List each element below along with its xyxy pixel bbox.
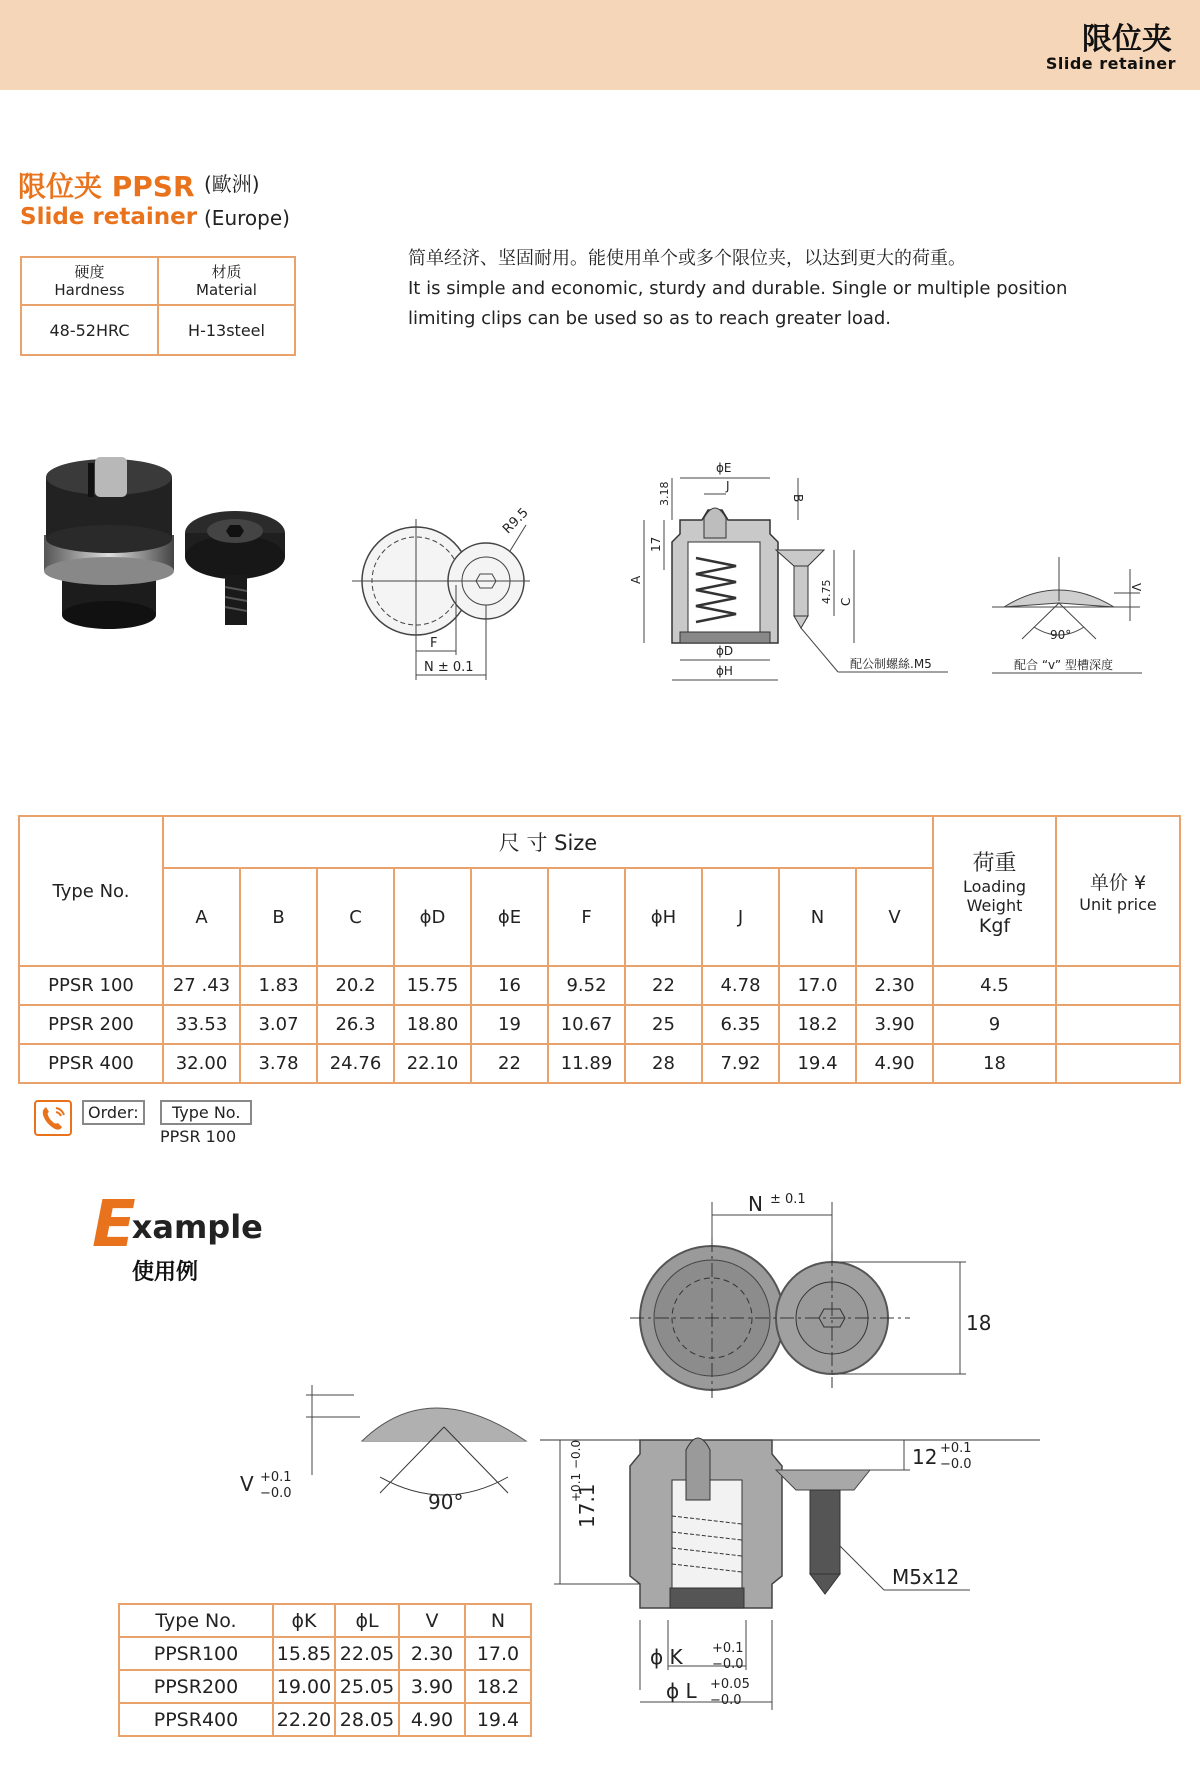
example-n-tol: ± 0.1 [770, 1192, 806, 1207]
example-h12-label: 12 [912, 1445, 938, 1469]
order-label: Order: [82, 1100, 145, 1125]
hardness-header-cn: 硬度 [74, 263, 105, 281]
cell-b: 1.83 [240, 966, 317, 1005]
product-title-cn: 限位夹 PPSR [18, 170, 195, 203]
cell-j: 4.78 [702, 966, 779, 1005]
col-header-h: ϕH [625, 868, 702, 966]
loading-weight-en1: Loading [962, 876, 1027, 896]
ex-cell-type: PPSR200 [119, 1670, 273, 1703]
cell-b: 3.78 [240, 1044, 317, 1083]
product-region-cn: (歐洲) [204, 172, 260, 196]
unit-price-cn: 单价 ¥ [1089, 872, 1147, 894]
cell-e: 19 [471, 1005, 548, 1044]
ex-header-n: N [465, 1604, 531, 1637]
hardness-header [21, 257, 158, 305]
material-header-cn: 材质 [211, 263, 242, 281]
ex-header-v: V [399, 1604, 465, 1637]
cell-f: 10.67 [548, 1005, 625, 1044]
cell-j: 6.35 [702, 1005, 779, 1044]
cell-v: 2.30 [856, 966, 933, 1005]
loading-weight-cn: 荷重 [972, 850, 1017, 876]
ex-cell-l: 28.05 [335, 1703, 399, 1736]
h318-label: 3.18 [658, 481, 671, 506]
ex-header-k: ϕK [273, 1604, 335, 1637]
example-n-label: N [748, 1192, 763, 1216]
n-tol-label: N ± 0.1 [424, 660, 474, 675]
cell-h: 25 [625, 1005, 702, 1044]
section-drawing [608, 458, 968, 690]
ex-cell-n: 19.4 [465, 1703, 531, 1736]
product-title-en: Slide retainer [20, 204, 198, 230]
d-label: ϕD [716, 644, 734, 658]
description-en-line2: limiting clips can be used so as to reach greater load. [408, 308, 892, 329]
description-cn: 简单经济、坚固耐用。能使用单个或多个限位夹，以达到更大的荷重。 [408, 248, 966, 269]
ex-cell-l: 22.05 [335, 1637, 399, 1670]
example-table-header-row [119, 1604, 531, 1637]
material-header-en: Material [196, 281, 257, 299]
ex-cell-type: PPSR100 [119, 1637, 273, 1670]
cell-load: 9 [933, 1005, 1056, 1044]
table-row [119, 1637, 531, 1670]
ex-cell-l: 25.05 [335, 1670, 399, 1703]
ex-cell-v: 4.90 [399, 1703, 465, 1736]
example-h12-tol-plus: +0.1 [940, 1441, 972, 1456]
cell-d: 22.10 [394, 1044, 471, 1083]
order-type-label: Type No. [160, 1100, 252, 1125]
example-l-label: ϕ L [666, 1679, 697, 1703]
vgroove-v-label: V [1129, 583, 1143, 592]
material-value: H-13steel [158, 305, 295, 355]
cell-price [1056, 1005, 1180, 1044]
e-label: ϕE [716, 461, 732, 475]
ex-header-l: ϕL [335, 1604, 399, 1637]
product-description [408, 244, 1088, 334]
example-subtitle: 使用例 [132, 1260, 199, 1285]
hardness-header-en: Hardness [54, 281, 125, 299]
f-label: F [430, 636, 438, 651]
col-header-f: F [548, 868, 625, 966]
header-banner [0, 0, 1200, 90]
cell-j: 7.92 [702, 1044, 779, 1083]
example-section [540, 1420, 1040, 1720]
b-label: B [791, 494, 805, 503]
type-no-header: Type No. [19, 816, 163, 966]
j-label: J [726, 479, 730, 493]
col-header-e: ϕE [471, 868, 548, 966]
h-label: ϕH [716, 664, 733, 678]
example-title-rest: xample [131, 1208, 263, 1246]
vgroove-angle: 90° [1050, 628, 1072, 642]
cell-f: 9.52 [548, 966, 625, 1005]
ex-cell-k: 19.00 [273, 1670, 335, 1703]
thread-note: 配公制螺絲.M5 [850, 657, 932, 671]
spec-table [20, 256, 296, 356]
table-row [19, 1005, 1180, 1044]
example-v-tol-plus: +0.1 [260, 1470, 292, 1485]
banner-title: 限位夹 [1082, 22, 1172, 57]
cell-d: 18.80 [394, 1005, 471, 1044]
cell-v: 4.90 [856, 1044, 933, 1083]
col-header-a: A [163, 868, 240, 966]
example-m5-label: M5x12 [892, 1565, 960, 1589]
product-region-en: (Europe) [204, 206, 290, 230]
example-k-tol-minus: −0.0 [712, 1657, 744, 1672]
example-l-tol-minus: −0.0 [710, 1693, 742, 1708]
example-h171-label: 17.1 [575, 1483, 599, 1528]
example-table [118, 1603, 532, 1737]
ex-cell-v: 3.90 [399, 1670, 465, 1703]
cell-load: 4.5 [933, 966, 1056, 1005]
vgroove-note: 配合 “v” 型槽深度 [1014, 658, 1113, 672]
cell-c: 26.3 [317, 1005, 394, 1044]
c-label: C [839, 597, 853, 606]
unit-price-en: Unit price [1079, 895, 1157, 914]
table-row [119, 1670, 531, 1703]
cell-e: 16 [471, 966, 548, 1005]
cell-n: 19.4 [779, 1044, 856, 1083]
ex-cell-n: 18.2 [465, 1670, 531, 1703]
example-h171-tol: +0.1 −0.0 [569, 1439, 583, 1502]
cell-f: 11.89 [548, 1044, 625, 1083]
hardness-value: 48-52HRC [21, 305, 158, 355]
example-angle-label: 90° [428, 1490, 464, 1514]
product-photo [40, 455, 290, 645]
cell-n: 18.2 [779, 1005, 856, 1044]
example-top-view [620, 1188, 1010, 1398]
col-header-j: J [702, 868, 779, 966]
cell-a: 33.53 [163, 1005, 240, 1044]
loading-weight-header [933, 816, 1056, 966]
order-example: PPSR 100 [160, 1127, 237, 1146]
cell-a: 27 .43 [163, 966, 240, 1005]
row-type: PPSR 400 [19, 1044, 163, 1083]
cell-v: 3.90 [856, 1005, 933, 1044]
cell-price [1056, 966, 1180, 1005]
cell-b: 3.07 [240, 1005, 317, 1044]
example-v-label: V [240, 1472, 254, 1496]
example-title [92, 1188, 263, 1262]
example-h12-tol-minus: −0.0 [940, 1457, 972, 1472]
size-table [18, 815, 1181, 1084]
ex-cell-k: 22.20 [273, 1703, 335, 1736]
cell-price [1056, 1044, 1180, 1083]
description-en-line1: It is simple and economic, sturdy and durable. Single or multiple position [408, 278, 1068, 299]
top-view-drawing [350, 505, 550, 685]
ex-cell-n: 17.0 [465, 1637, 531, 1670]
cell-d: 15.75 [394, 966, 471, 1005]
cell-e: 22 [471, 1044, 548, 1083]
cell-n: 17.0 [779, 966, 856, 1005]
ex-header-type: Type No. [119, 1604, 273, 1637]
h475-label: 4.75 [820, 579, 833, 604]
banner-subtitle: Slide retainer [1045, 54, 1176, 73]
row-type: PPSR 200 [19, 1005, 163, 1044]
cell-h: 22 [625, 966, 702, 1005]
table-row [119, 1703, 531, 1736]
ex-cell-type: PPSR400 [119, 1703, 273, 1736]
vgroove-drawing [990, 555, 1150, 685]
example-k-tol-plus: +0.1 [712, 1641, 744, 1656]
example-k-label: ϕ K [650, 1645, 683, 1669]
loading-weight-en2: Weight [966, 895, 1023, 915]
cell-load: 18 [933, 1044, 1056, 1083]
cell-c: 24.76 [317, 1044, 394, 1083]
unit-price-header [1056, 816, 1180, 966]
example-title-initial: E [92, 1188, 136, 1262]
row-type: PPSR 100 [19, 966, 163, 1005]
col-header-n: N [779, 868, 856, 966]
material-header [158, 257, 295, 305]
a-label: A [629, 575, 643, 584]
ex-cell-v: 2.30 [399, 1637, 465, 1670]
table-row [19, 966, 1180, 1005]
example-h18-label: 18 [966, 1311, 992, 1335]
size-header: 尺 寸 Size [163, 816, 933, 868]
example-vgroove [230, 1385, 540, 1525]
col-header-b: B [240, 868, 317, 966]
phone-icon [34, 1100, 72, 1136]
example-l-tol-plus: +0.05 [710, 1677, 750, 1692]
loading-weight-unit: Kgf [978, 914, 1011, 937]
cell-a: 32.00 [163, 1044, 240, 1083]
cell-h: 28 [625, 1044, 702, 1083]
col-header-c: C [317, 868, 394, 966]
example-v-tol-minus: −0.0 [260, 1486, 292, 1501]
cell-c: 20.2 [317, 966, 394, 1005]
r95-label: R9.5 [500, 505, 532, 538]
table-row [19, 1044, 1180, 1083]
col-header-d: ϕD [394, 868, 471, 966]
col-header-v: V [856, 868, 933, 966]
ex-cell-k: 15.85 [273, 1637, 335, 1670]
h17-label: 17 [649, 536, 663, 552]
